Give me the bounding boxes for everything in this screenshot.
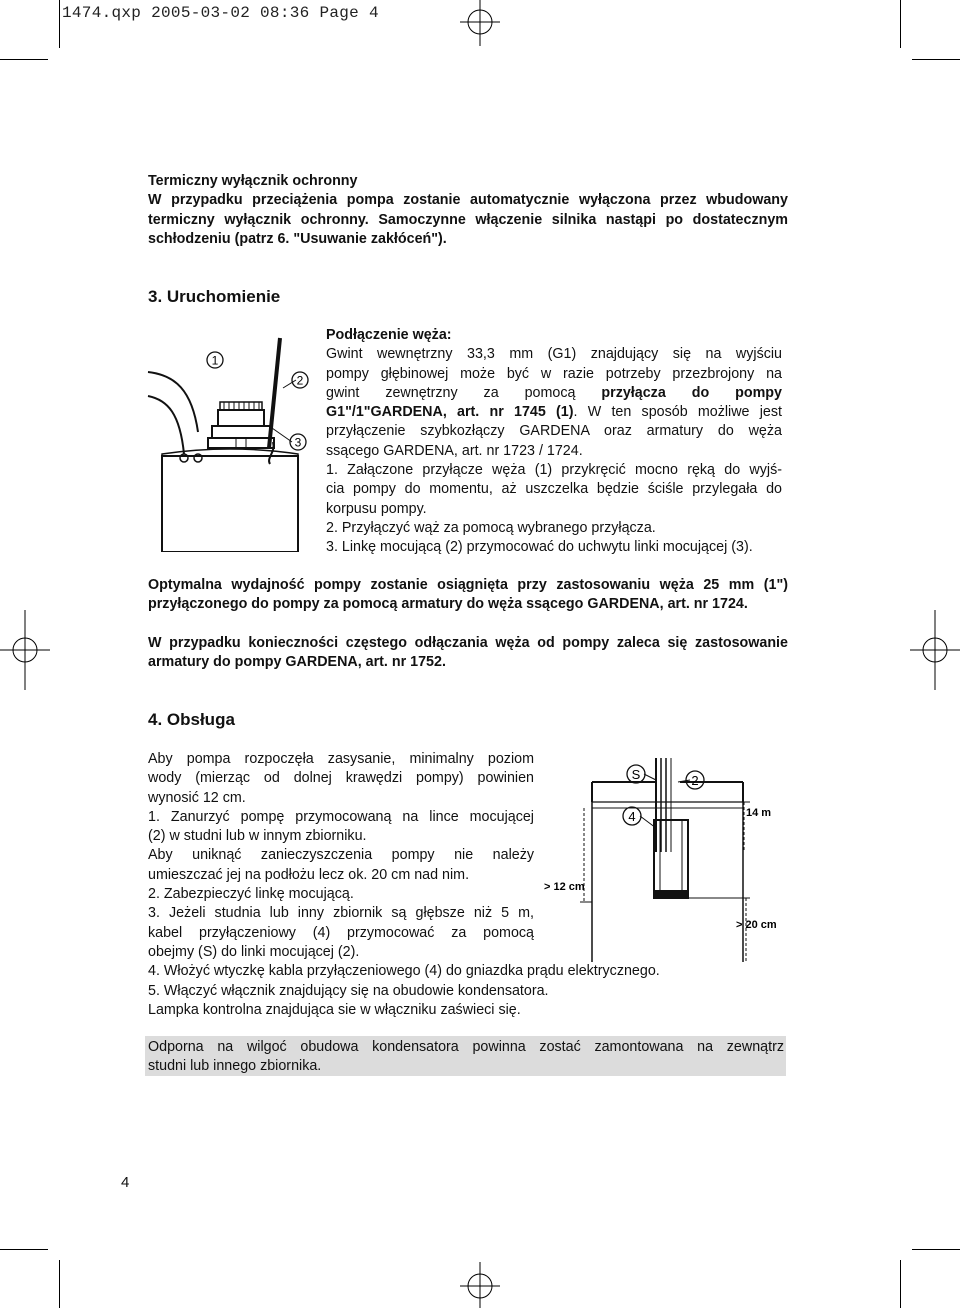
- pump-connector-article: G1"/1"GARDENA, art. nr 1745 (1): [326, 404, 574, 421]
- thermal-section: [148, 172, 788, 249]
- disconnect-note: W przypadku konieczności częstego odłączania węża od pompy zaleca się zastosowanie armatury do pompy GARDENA, art. nr 1752.: [148, 635, 788, 671]
- diagram-label-4: 4: [628, 809, 636, 824]
- section-4-heading: 4. Obsługa: [148, 710, 235, 729]
- figure-label-2: 2: [296, 373, 304, 388]
- page-number: 4: [121, 1174, 130, 1191]
- hose-text-line-5: przyłączenie szybkozłączy GARDENA oraz armatury do węża: [326, 423, 782, 440]
- well-installation-diagram: [540, 752, 790, 962]
- pump-connector-product: przyłącza do pompy: [601, 384, 782, 401]
- capacitor-note: Odporna na wilgoć obudowa kondensatora powinna zostać zamontowana na zewnątrz studni lub innego zbiornika.: [148, 1039, 784, 1075]
- section-3-heading: 3. Uruchomienie: [148, 287, 281, 306]
- figure-label-1: 1: [211, 353, 219, 368]
- step-1-line-2: cia pompy do momentu, aż uszczelka będzie ściśle przylegała do: [326, 481, 782, 498]
- step-2: 2. Przyłączyć wąż za pomocą wybranego przyłącza.: [326, 519, 656, 536]
- step-1-line-3: korpusu pompy.: [326, 500, 427, 517]
- diagram-label-s: S: [631, 767, 641, 782]
- optimal-performance-note: Optymalna wydajność pompy zostanie osiągnięta przy zastosowaniu węża 25 mm (1") przyłączonego do pompy za pomocą armatury do węża ssącego GARDENA, art. nr 1724.: [148, 577, 788, 613]
- operation-text: Aby pompa rozpoczęła zasysanie, minimalny poziom wody (mierząc od dolnej krawędzi pompy) powinien wynosić 12 cm. 1. Zanurzyć pompę przymocowaną na lince mocującej (2) w studni lub w innym zbiorniku. Aby uniknąć zanieczyszczenia pompy nie należy umieszczać jej na podłożu lecz ok. 20 cm nad nim. 2. Zabezpieczyć linkę mocującą. 3. Jeżeli studnia lub inny zbiornik są głębsze niż 5 m, kabel przyłączeniowy (4) przymocować za pomocą obejmy (S) do linki mocującej (2). 4. Włożyć wtyczkę kabla przyłączeniowego (4) do gniazdka prądu elektrycznego. 5. Włączyć włącznik znajdujący się na obudowie kondensatora. Lampka kontrolna znajdująca sie w włączniku zaświeci się.: [148, 751, 660, 1018]
- hose-connection-text: [326, 326, 782, 558]
- dimension-20cm: > 20 cm: [736, 919, 777, 931]
- step-3: 3. Linkę mocującą (2) przymocować do uchwytu linki mocującej (3).: [326, 539, 753, 556]
- pump-connection-figure: [140, 330, 320, 552]
- figure-label-3: 3: [294, 435, 302, 450]
- dimension-14m: 14 m: [746, 807, 772, 819]
- thermal-line-2: termiczny wyłącznik ochronny. Samoczynne włączenie silnika nastąpi po dostatecznym: [148, 211, 788, 228]
- print-slug: 1474.qxp 2005-03-02 08:36 Page 4: [62, 4, 379, 22]
- thermal-title: Termiczny wyłącznik ochronny: [148, 173, 358, 189]
- hose-text-line-1: Gwint wewnętrzny 33,3 mm (G1) znajdujący się na wyjściu: [326, 346, 782, 363]
- thermal-line-1: W przypadku przeciążenia pompa zostanie automatycznie wyłączona przez wbudowany: [148, 192, 788, 209]
- hose-text-line-4: G1"/1"GARDENA, art. nr 1745 (1). W ten sposób możliwe jest: [326, 404, 782, 421]
- step-1-line-1: 1. Załączone przyłącze węża (1) przykręcić mocno ręką do wyjś-: [326, 462, 782, 479]
- hose-connection-title: Podłączenie węża:: [326, 327, 452, 343]
- thermal-line-3: schłodzeniu (patrz 6. "Usuwanie zakłóceń").: [148, 230, 447, 247]
- hose-text-line-6: ssącego GARDENA, art. nr 1723 / 1724.: [326, 442, 583, 459]
- hose-text-line-2: pompy głębinowej może być w razie potrzeby przezbrojony na: [326, 365, 782, 382]
- dimension-12cm: > 12 cm: [544, 881, 585, 893]
- hose-text-line-3: gwint zewnętrzny za pomocą przyłącza do pompy: [326, 384, 782, 401]
- diagram-label-2: 2: [691, 773, 699, 788]
